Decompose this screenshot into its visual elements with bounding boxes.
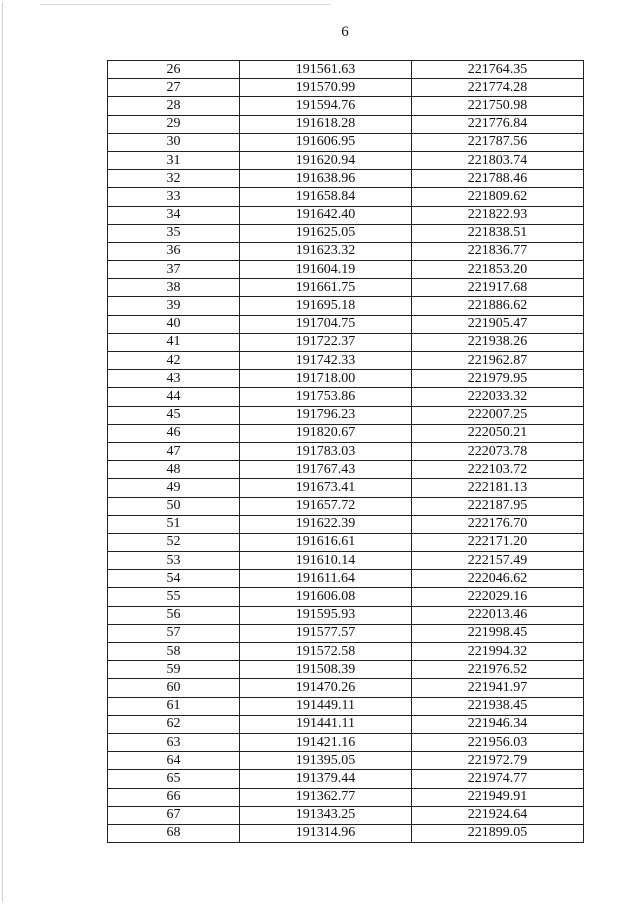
y-coordinate-cell: 222181.13 (412, 479, 584, 497)
point-number-cell: 46 (108, 424, 240, 442)
y-coordinate-cell: 221886.62 (412, 297, 584, 315)
y-coordinate-cell: 221974.77 (412, 770, 584, 788)
y-coordinate-cell: 221787.56 (412, 133, 584, 151)
y-coordinate-cell: 221809.62 (412, 188, 584, 206)
x-coordinate-cell: 191314.96 (240, 824, 412, 842)
point-number-cell: 36 (108, 242, 240, 260)
point-number-cell: 32 (108, 170, 240, 188)
point-number-cell: 29 (108, 115, 240, 133)
point-number-cell: 48 (108, 461, 240, 479)
x-coordinate-cell: 191753.86 (240, 388, 412, 406)
table-row (108, 715, 584, 733)
x-coordinate-cell: 191820.67 (240, 424, 412, 442)
x-coordinate-cell: 191362.77 (240, 788, 412, 806)
table-row (108, 552, 584, 570)
x-coordinate-cell: 191606.08 (240, 588, 412, 606)
point-number-cell: 57 (108, 624, 240, 642)
y-coordinate-cell: 221979.95 (412, 370, 584, 388)
y-coordinate-cell: 221853.20 (412, 261, 584, 279)
coordinates-table-body (108, 61, 584, 843)
table-row (108, 242, 584, 260)
point-number-cell: 42 (108, 352, 240, 370)
x-coordinate-cell: 191470.26 (240, 679, 412, 697)
y-coordinate-cell: 221774.28 (412, 79, 584, 97)
y-coordinate-cell: 221803.74 (412, 151, 584, 169)
y-coordinate-cell: 221998.45 (412, 624, 584, 642)
x-coordinate-cell: 191616.61 (240, 533, 412, 551)
point-number-cell: 33 (108, 188, 240, 206)
point-number-cell: 56 (108, 606, 240, 624)
table-row (108, 752, 584, 770)
y-coordinate-cell: 221956.03 (412, 733, 584, 751)
y-coordinate-cell: 222029.16 (412, 588, 584, 606)
table-row (108, 570, 584, 588)
table-row (108, 697, 584, 715)
table-row (108, 370, 584, 388)
point-number-cell: 59 (108, 661, 240, 679)
y-coordinate-cell: 221976.52 (412, 661, 584, 679)
y-coordinate-cell: 221788.46 (412, 170, 584, 188)
x-coordinate-cell: 191704.75 (240, 315, 412, 333)
point-number-cell: 63 (108, 733, 240, 751)
table-row (108, 279, 584, 297)
point-number-cell: 30 (108, 133, 240, 151)
point-number-cell: 43 (108, 370, 240, 388)
table-row (108, 79, 584, 97)
x-coordinate-cell: 191661.75 (240, 279, 412, 297)
y-coordinate-cell: 222073.78 (412, 442, 584, 460)
point-number-cell: 49 (108, 479, 240, 497)
x-coordinate-cell: 191595.93 (240, 606, 412, 624)
table-row (108, 261, 584, 279)
table-row (108, 315, 584, 333)
table-row (108, 115, 584, 133)
table-row (108, 442, 584, 460)
table-row (108, 624, 584, 642)
y-coordinate-cell: 221972.79 (412, 752, 584, 770)
y-coordinate-cell: 221938.26 (412, 333, 584, 351)
x-coordinate-cell: 191572.58 (240, 643, 412, 661)
table-row (108, 224, 584, 242)
top-divider (40, 4, 330, 5)
y-coordinate-cell: 221994.32 (412, 643, 584, 661)
point-number-cell: 47 (108, 442, 240, 460)
x-coordinate-cell: 191594.76 (240, 97, 412, 115)
x-coordinate-cell: 191642.40 (240, 206, 412, 224)
table-row (108, 733, 584, 751)
x-coordinate-cell: 191441.11 (240, 715, 412, 733)
table-row (108, 643, 584, 661)
table-row (108, 352, 584, 370)
table-row (108, 97, 584, 115)
point-number-cell: 58 (108, 643, 240, 661)
table-row (108, 479, 584, 497)
table-row (108, 606, 584, 624)
point-number-cell: 54 (108, 570, 240, 588)
y-coordinate-cell: 221776.84 (412, 115, 584, 133)
x-coordinate-cell: 191623.32 (240, 242, 412, 260)
y-coordinate-cell: 221838.51 (412, 224, 584, 242)
x-coordinate-cell: 191561.63 (240, 61, 412, 79)
y-coordinate-cell: 222013.46 (412, 606, 584, 624)
y-coordinate-cell: 221924.64 (412, 806, 584, 824)
y-coordinate-cell: 221917.68 (412, 279, 584, 297)
point-number-cell: 45 (108, 406, 240, 424)
point-number-cell: 28 (108, 97, 240, 115)
x-coordinate-cell: 191695.18 (240, 297, 412, 315)
x-coordinate-cell: 191796.23 (240, 406, 412, 424)
x-coordinate-cell: 191395.05 (240, 752, 412, 770)
point-number-cell: 34 (108, 206, 240, 224)
y-coordinate-cell: 221750.98 (412, 97, 584, 115)
y-coordinate-cell: 221822.93 (412, 206, 584, 224)
table-row (108, 770, 584, 788)
point-number-cell: 35 (108, 224, 240, 242)
point-number-cell: 31 (108, 151, 240, 169)
point-number-cell: 40 (108, 315, 240, 333)
table-row (108, 188, 584, 206)
point-number-cell: 26 (108, 61, 240, 79)
page-number: 6 (341, 24, 349, 40)
y-coordinate-cell: 221941.97 (412, 679, 584, 697)
x-coordinate-cell: 191625.05 (240, 224, 412, 242)
point-number-cell: 65 (108, 770, 240, 788)
table-row (108, 533, 584, 551)
table-row (108, 424, 584, 442)
table-row (108, 406, 584, 424)
x-coordinate-cell: 191658.84 (240, 188, 412, 206)
point-number-cell: 44 (108, 388, 240, 406)
table-row (108, 679, 584, 697)
y-coordinate-cell: 221836.77 (412, 242, 584, 260)
table-row (108, 297, 584, 315)
x-coordinate-cell: 191508.39 (240, 661, 412, 679)
y-coordinate-cell: 222176.70 (412, 515, 584, 533)
table-row (108, 206, 584, 224)
x-coordinate-cell: 191638.96 (240, 170, 412, 188)
table-row (108, 806, 584, 824)
point-number-cell: 62 (108, 715, 240, 733)
x-coordinate-cell: 191606.95 (240, 133, 412, 151)
x-coordinate-cell: 191577.57 (240, 624, 412, 642)
table-row (108, 461, 584, 479)
table-row (108, 151, 584, 169)
y-coordinate-cell: 221938.45 (412, 697, 584, 715)
point-number-cell: 68 (108, 824, 240, 842)
point-number-cell: 55 (108, 588, 240, 606)
x-coordinate-cell: 191722.37 (240, 333, 412, 351)
y-coordinate-cell: 221946.34 (412, 715, 584, 733)
point-number-cell: 50 (108, 497, 240, 515)
point-number-cell: 52 (108, 533, 240, 551)
table-row (108, 515, 584, 533)
table-row (108, 133, 584, 151)
x-coordinate-cell: 191673.41 (240, 479, 412, 497)
x-coordinate-cell: 191449.11 (240, 697, 412, 715)
point-number-cell: 37 (108, 261, 240, 279)
y-coordinate-cell: 222033.32 (412, 388, 584, 406)
coordinates-table (107, 60, 584, 843)
point-number-cell: 51 (108, 515, 240, 533)
table-row (108, 661, 584, 679)
x-coordinate-cell: 191604.19 (240, 261, 412, 279)
y-coordinate-cell: 221905.47 (412, 315, 584, 333)
y-coordinate-cell: 221764.35 (412, 61, 584, 79)
x-coordinate-cell: 191610.14 (240, 552, 412, 570)
x-coordinate-cell: 191620.94 (240, 151, 412, 169)
table-row (108, 333, 584, 351)
table-row (108, 388, 584, 406)
point-number-cell: 27 (108, 79, 240, 97)
point-number-cell: 39 (108, 297, 240, 315)
table-row (108, 824, 584, 842)
table-row (108, 170, 584, 188)
y-coordinate-cell: 222007.25 (412, 406, 584, 424)
x-coordinate-cell: 191622.39 (240, 515, 412, 533)
y-coordinate-cell: 222050.21 (412, 424, 584, 442)
table-row (108, 788, 584, 806)
point-number-cell: 41 (108, 333, 240, 351)
point-number-cell: 64 (108, 752, 240, 770)
table-row (108, 588, 584, 606)
x-coordinate-cell: 191657.72 (240, 497, 412, 515)
point-number-cell: 66 (108, 788, 240, 806)
point-number-cell: 61 (108, 697, 240, 715)
x-coordinate-cell: 191783.03 (240, 442, 412, 460)
table-row (108, 61, 584, 79)
y-coordinate-cell: 221949.91 (412, 788, 584, 806)
y-coordinate-cell: 221899.05 (412, 824, 584, 842)
y-coordinate-cell: 222171.20 (412, 533, 584, 551)
x-coordinate-cell: 191742.33 (240, 352, 412, 370)
y-coordinate-cell: 222046.62 (412, 570, 584, 588)
point-number-cell: 38 (108, 279, 240, 297)
y-coordinate-cell: 222103.72 (412, 461, 584, 479)
x-coordinate-cell: 191767.43 (240, 461, 412, 479)
y-coordinate-cell: 222157.49 (412, 552, 584, 570)
y-coordinate-cell: 221962.87 (412, 352, 584, 370)
point-number-cell: 67 (108, 806, 240, 824)
table-row (108, 497, 584, 515)
x-coordinate-cell: 191718.00 (240, 370, 412, 388)
x-coordinate-cell: 191421.16 (240, 733, 412, 751)
y-coordinate-cell: 222187.95 (412, 497, 584, 515)
point-number-cell: 53 (108, 552, 240, 570)
x-coordinate-cell: 191343.25 (240, 806, 412, 824)
x-coordinate-cell: 191618.28 (240, 115, 412, 133)
x-coordinate-cell: 191611.64 (240, 570, 412, 588)
x-coordinate-cell: 191570.99 (240, 79, 412, 97)
x-coordinate-cell: 191379.44 (240, 770, 412, 788)
point-number-cell: 60 (108, 679, 240, 697)
